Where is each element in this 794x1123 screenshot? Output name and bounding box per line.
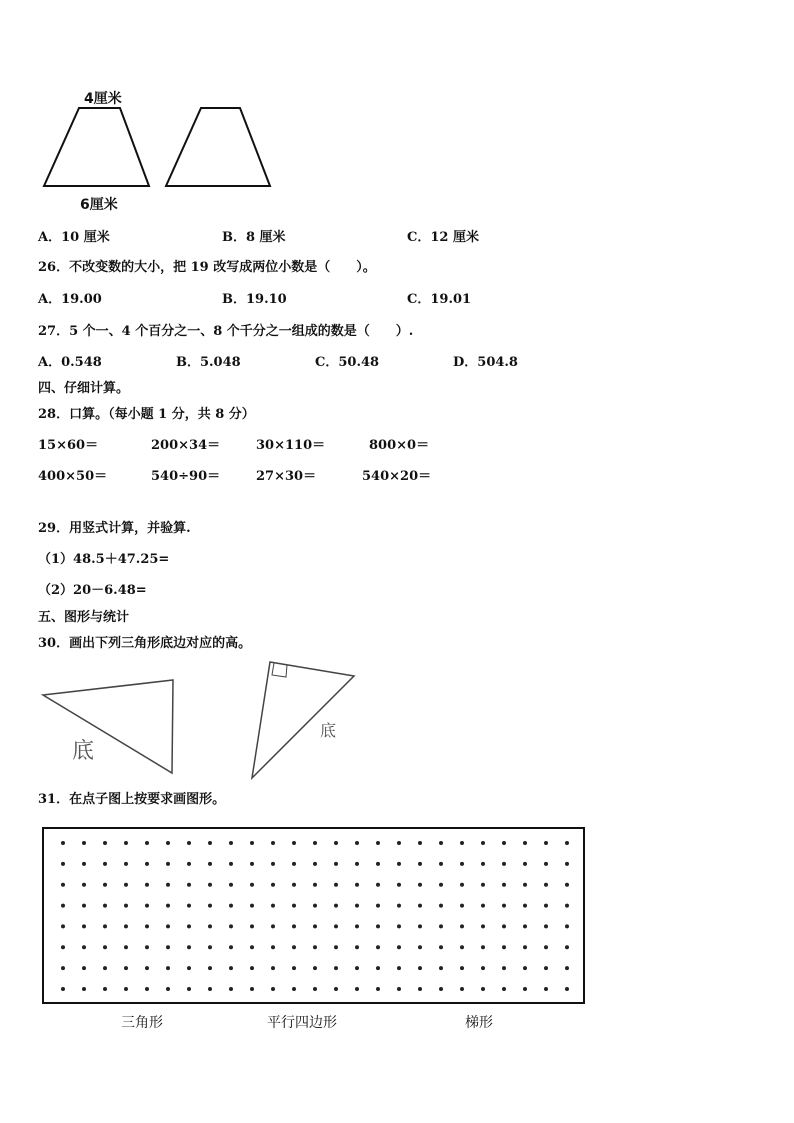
grid-dot[interactable] xyxy=(565,966,569,970)
grid-dot[interactable] xyxy=(82,924,86,928)
grid-dot[interactable] xyxy=(208,945,212,949)
grid-dot[interactable] xyxy=(250,862,254,866)
grid-dot[interactable] xyxy=(271,841,275,845)
q29-stem: 29．用竖式计算，并验算. xyxy=(38,521,191,536)
grid-dot[interactable] xyxy=(61,966,65,970)
grid-dot[interactable] xyxy=(481,883,485,887)
grid-dot[interactable] xyxy=(439,966,443,970)
q26-option-b[interactable]: B．19.10 xyxy=(222,292,287,307)
grid-dot[interactable] xyxy=(145,945,149,949)
grid-dot[interactable] xyxy=(145,966,149,970)
grid-dot[interactable] xyxy=(61,841,65,845)
grid-dot[interactable] xyxy=(355,966,359,970)
grid-dot[interactable] xyxy=(439,987,443,991)
q31-label-parallelogram: 平行四边形 xyxy=(267,1015,337,1031)
grid-dot[interactable] xyxy=(103,966,107,970)
q28-r2-c2: 540÷90＝ xyxy=(151,469,221,484)
grid-dot[interactable] xyxy=(292,883,296,887)
grid-dot[interactable] xyxy=(250,841,254,845)
grid-dot[interactable] xyxy=(397,862,401,866)
grid-dot[interactable] xyxy=(439,883,443,887)
grid-dot[interactable] xyxy=(334,883,338,887)
grid-dot[interactable] xyxy=(103,862,107,866)
grid-dot[interactable] xyxy=(376,904,380,908)
grid-dot[interactable] xyxy=(292,966,296,970)
grid-dot[interactable] xyxy=(166,883,170,887)
grid-dot[interactable] xyxy=(523,841,527,845)
q27-option-c[interactable]: C．50.48 xyxy=(315,355,380,370)
q28-r2-c1: 400×50＝ xyxy=(38,469,108,484)
q28-r1-c2: 200×34＝ xyxy=(151,438,221,453)
grid-dot[interactable] xyxy=(271,904,275,908)
grid-dot[interactable] xyxy=(187,862,191,866)
grid-dot[interactable] xyxy=(61,904,65,908)
grid-dot[interactable] xyxy=(208,987,212,991)
grid-dot[interactable] xyxy=(208,924,212,928)
grid-dot[interactable] xyxy=(145,924,149,928)
grid-dot[interactable] xyxy=(61,987,65,991)
q31-label-triangle: 三角形 xyxy=(121,1015,163,1031)
q25-option-a[interactable]: A．10 厘米 xyxy=(38,230,110,245)
grid-dot[interactable] xyxy=(82,966,86,970)
grid-dot[interactable] xyxy=(229,841,233,845)
grid-dot[interactable] xyxy=(334,966,338,970)
grid-dot[interactable] xyxy=(502,966,506,970)
grid-dot[interactable] xyxy=(460,883,464,887)
grid-dot[interactable] xyxy=(187,966,191,970)
grid-dot[interactable] xyxy=(355,924,359,928)
grid-dot[interactable] xyxy=(376,945,380,949)
grid-dot[interactable] xyxy=(565,924,569,928)
grid-dot[interactable] xyxy=(124,945,128,949)
grid-dot[interactable] xyxy=(460,945,464,949)
grid-dot[interactable] xyxy=(355,904,359,908)
grid-dot[interactable] xyxy=(418,862,422,866)
grid-dot[interactable] xyxy=(523,904,527,908)
grid-dot[interactable] xyxy=(397,966,401,970)
q29-item-2: （2）20－6.48= xyxy=(38,583,147,598)
grid-dot[interactable] xyxy=(145,987,149,991)
grid-dot[interactable] xyxy=(82,841,86,845)
grid-dot[interactable] xyxy=(334,904,338,908)
grid-dot[interactable] xyxy=(187,924,191,928)
grid-dot[interactable] xyxy=(481,945,485,949)
grid-dot[interactable] xyxy=(271,924,275,928)
q28-r1-c4: 800×0＝ xyxy=(369,438,430,453)
grid-dot[interactable] xyxy=(124,904,128,908)
grid-dot[interactable] xyxy=(355,862,359,866)
grid-dot[interactable] xyxy=(439,924,443,928)
grid-dot[interactable] xyxy=(82,945,86,949)
grid-dot[interactable] xyxy=(292,904,296,908)
q28-stem: 28．口算。（每小题 1 分，共 8 分） xyxy=(38,407,255,422)
grid-dot[interactable] xyxy=(187,987,191,991)
q26-stem: 26．不改变数的大小，把 19 改写成两位小数是（ ）。 xyxy=(38,260,376,275)
grid-dot[interactable] xyxy=(460,924,464,928)
grid-dot[interactable] xyxy=(208,862,212,866)
grid-dot[interactable] xyxy=(250,924,254,928)
q27-option-d[interactable]: D．504.8 xyxy=(453,355,518,370)
grid-dot[interactable] xyxy=(103,841,107,845)
grid-dot[interactable] xyxy=(544,883,548,887)
grid-dot[interactable] xyxy=(229,987,233,991)
grid-dot[interactable] xyxy=(481,841,485,845)
grid-dot[interactable] xyxy=(229,883,233,887)
grid-dot[interactable] xyxy=(502,883,506,887)
grid-dot[interactable] xyxy=(334,862,338,866)
grid-dot[interactable] xyxy=(166,862,170,866)
grid-dot[interactable] xyxy=(145,862,149,866)
q27-option-a[interactable]: A．0.548 xyxy=(38,355,102,370)
grid-dot[interactable] xyxy=(376,883,380,887)
grid-dot[interactable] xyxy=(439,862,443,866)
grid-dot[interactable] xyxy=(460,904,464,908)
grid-dot[interactable] xyxy=(82,987,86,991)
grid-dot[interactable] xyxy=(166,987,170,991)
grid-dot[interactable] xyxy=(103,945,107,949)
grid-dot[interactable] xyxy=(376,924,380,928)
grid-dot[interactable] xyxy=(166,841,170,845)
section4-title: 四、仔细计算。 xyxy=(38,381,130,396)
grid-dot[interactable] xyxy=(313,966,317,970)
grid-dot[interactable] xyxy=(208,904,212,908)
grid-dot[interactable] xyxy=(292,924,296,928)
grid-dot[interactable] xyxy=(292,841,296,845)
q25-option-c[interactable]: C．12 厘米 xyxy=(407,230,479,245)
grid-dot[interactable] xyxy=(250,883,254,887)
grid-dot[interactable] xyxy=(250,987,254,991)
grid-dot[interactable] xyxy=(523,883,527,887)
grid-dot[interactable] xyxy=(250,904,254,908)
trapezoid-top-label: 4厘米 xyxy=(84,91,122,107)
trapezoid-bottom-label: 6厘米 xyxy=(80,197,118,213)
dot-grid-border xyxy=(43,828,584,1003)
grid-dot[interactable] xyxy=(502,924,506,928)
q31-label-trapezoid: 梯形 xyxy=(465,1015,493,1031)
q28-r1-c3: 30×110＝ xyxy=(256,438,326,453)
grid-dot[interactable] xyxy=(355,841,359,845)
grid-dot[interactable] xyxy=(376,966,380,970)
grid-dot[interactable] xyxy=(61,924,65,928)
grid-dot[interactable] xyxy=(376,841,380,845)
grid-dot[interactable] xyxy=(103,924,107,928)
grid-dot[interactable] xyxy=(271,987,275,991)
q26-option-c[interactable]: C．19.01 xyxy=(407,292,472,307)
grid-dot[interactable] xyxy=(481,924,485,928)
q25-option-b[interactable]: B．8 厘米 xyxy=(222,230,286,245)
grid-dot[interactable] xyxy=(103,987,107,991)
grid-dot[interactable] xyxy=(544,904,548,908)
grid-dot[interactable] xyxy=(334,924,338,928)
grid-dot[interactable] xyxy=(208,841,212,845)
grid-dot[interactable] xyxy=(250,966,254,970)
q27-option-b[interactable]: B．5.048 xyxy=(176,355,241,370)
grid-dot[interactable] xyxy=(523,924,527,928)
grid-dot[interactable] xyxy=(397,841,401,845)
grid-dot[interactable] xyxy=(292,945,296,949)
grid-dot[interactable] xyxy=(397,883,401,887)
grid-dot[interactable] xyxy=(166,966,170,970)
q31-stem: 31．在点子图上按要求画图形。 xyxy=(38,792,226,807)
grid-dot[interactable] xyxy=(166,924,170,928)
grid-dot[interactable] xyxy=(208,883,212,887)
grid-dot[interactable] xyxy=(439,904,443,908)
grid-dot[interactable] xyxy=(502,904,506,908)
grid-dot[interactable] xyxy=(418,945,422,949)
grid-dot[interactable] xyxy=(481,904,485,908)
grid-dot[interactable] xyxy=(460,862,464,866)
grid-dot[interactable] xyxy=(523,862,527,866)
grid-dot[interactable] xyxy=(271,966,275,970)
grid-dot[interactable] xyxy=(103,904,107,908)
grid-dot[interactable] xyxy=(61,862,65,866)
grid-dot[interactable] xyxy=(250,945,254,949)
grid-dot[interactable] xyxy=(313,987,317,991)
q29-item-1: （1）48.5＋47.25= xyxy=(38,552,170,567)
grid-dot[interactable] xyxy=(565,862,569,866)
grid-dot[interactable] xyxy=(544,987,548,991)
grid-dot[interactable] xyxy=(418,987,422,991)
grid-dot[interactable] xyxy=(418,841,422,845)
grid-dot[interactable] xyxy=(313,924,317,928)
grid-dot[interactable] xyxy=(313,945,317,949)
grid-dot[interactable] xyxy=(523,945,527,949)
grid-dot[interactable] xyxy=(61,883,65,887)
grid-dot[interactable] xyxy=(82,904,86,908)
grid-dot[interactable] xyxy=(460,841,464,845)
grid-dot[interactable] xyxy=(145,883,149,887)
grid-dot[interactable] xyxy=(544,862,548,866)
grid-dot[interactable] xyxy=(187,945,191,949)
grid-dot[interactable] xyxy=(502,945,506,949)
grid-dot[interactable] xyxy=(418,924,422,928)
grid-dot[interactable] xyxy=(502,862,506,866)
q26-option-a[interactable]: A．19.00 xyxy=(38,292,102,307)
grid-dot[interactable] xyxy=(418,966,422,970)
grid-dot[interactable] xyxy=(292,862,296,866)
grid-dot[interactable] xyxy=(481,987,485,991)
grid-dot[interactable] xyxy=(124,966,128,970)
grid-dot[interactable] xyxy=(82,883,86,887)
grid-dot[interactable] xyxy=(82,862,86,866)
q28-r1-c1: 15×60＝ xyxy=(38,438,99,453)
grid-dot[interactable] xyxy=(271,862,275,866)
grid-dot[interactable] xyxy=(481,862,485,866)
grid-dot[interactable] xyxy=(397,945,401,949)
grid-dot[interactable] xyxy=(229,966,233,970)
grid-dot[interactable] xyxy=(313,904,317,908)
grid-dot[interactable] xyxy=(439,945,443,949)
grid-dot[interactable] xyxy=(145,904,149,908)
grid-dot[interactable] xyxy=(145,841,149,845)
grid-dot[interactable] xyxy=(229,904,233,908)
grid-dot[interactable] xyxy=(544,924,548,928)
section5-title: 五、图形与统计 xyxy=(38,610,130,625)
grid-dot[interactable] xyxy=(376,862,380,866)
grid-dot[interactable] xyxy=(334,987,338,991)
grid-dot[interactable] xyxy=(229,862,233,866)
grid-dot[interactable] xyxy=(124,862,128,866)
grid-dot[interactable] xyxy=(124,987,128,991)
grid-dot[interactable] xyxy=(439,841,443,845)
grid-dot[interactable] xyxy=(166,904,170,908)
q28-r2-c4: 540×20＝ xyxy=(362,469,432,484)
grid-dot[interactable] xyxy=(481,966,485,970)
grid-dot[interactable] xyxy=(460,966,464,970)
grid-dot[interactable] xyxy=(502,987,506,991)
grid-dot[interactable] xyxy=(544,966,548,970)
grid-dot[interactable] xyxy=(313,883,317,887)
grid-dot[interactable] xyxy=(565,841,569,845)
grid-dot[interactable] xyxy=(334,945,338,949)
grid-dot[interactable] xyxy=(187,841,191,845)
grid-dot[interactable] xyxy=(565,883,569,887)
grid-dot[interactable] xyxy=(271,945,275,949)
grid-dot[interactable] xyxy=(271,883,275,887)
grid-dot[interactable] xyxy=(397,924,401,928)
grid-dot[interactable] xyxy=(376,987,380,991)
grid-dot[interactable] xyxy=(61,945,65,949)
grid-dot[interactable] xyxy=(460,987,464,991)
grid-dot[interactable] xyxy=(208,966,212,970)
grid-dot[interactable] xyxy=(229,945,233,949)
grid-dot[interactable] xyxy=(103,883,107,887)
grid-dot[interactable] xyxy=(397,987,401,991)
grid-dot[interactable] xyxy=(397,904,401,908)
grid-dot[interactable] xyxy=(502,841,506,845)
grid-dot[interactable] xyxy=(565,987,569,991)
grid-dot[interactable] xyxy=(334,841,338,845)
grid-dot[interactable] xyxy=(523,966,527,970)
grid-dot[interactable] xyxy=(565,945,569,949)
grid-dot[interactable] xyxy=(292,987,296,991)
grid-dot[interactable] xyxy=(124,841,128,845)
grid-dot[interactable] xyxy=(313,862,317,866)
grid-dot[interactable] xyxy=(418,904,422,908)
grid-dot[interactable] xyxy=(544,945,548,949)
grid-dot[interactable] xyxy=(544,841,548,845)
grid-dot[interactable] xyxy=(124,924,128,928)
grid-dot[interactable] xyxy=(187,904,191,908)
grid-dot[interactable] xyxy=(229,924,233,928)
q28-r2-c3: 27×30＝ xyxy=(256,469,317,484)
triangle-2-base-label: 底 xyxy=(320,721,337,740)
grid-dot[interactable] xyxy=(124,883,128,887)
grid-dot[interactable] xyxy=(355,945,359,949)
grid-dot[interactable] xyxy=(313,841,317,845)
grid-dot[interactable] xyxy=(418,883,422,887)
grid-dot[interactable] xyxy=(355,987,359,991)
q30-stem: 30．画出下列三角形底边对应的高。 xyxy=(38,636,252,651)
grid-dot[interactable] xyxy=(355,883,359,887)
triangle-1-base-label: 底 xyxy=(72,739,95,764)
grid-dot[interactable] xyxy=(523,987,527,991)
grid-dot[interactable] xyxy=(565,904,569,908)
q27-stem: 27．5 个一、4 个百分之一、8 个千分之一组成的数是（ ）. xyxy=(38,324,414,339)
grid-dot[interactable] xyxy=(187,883,191,887)
grid-dot[interactable] xyxy=(166,945,170,949)
